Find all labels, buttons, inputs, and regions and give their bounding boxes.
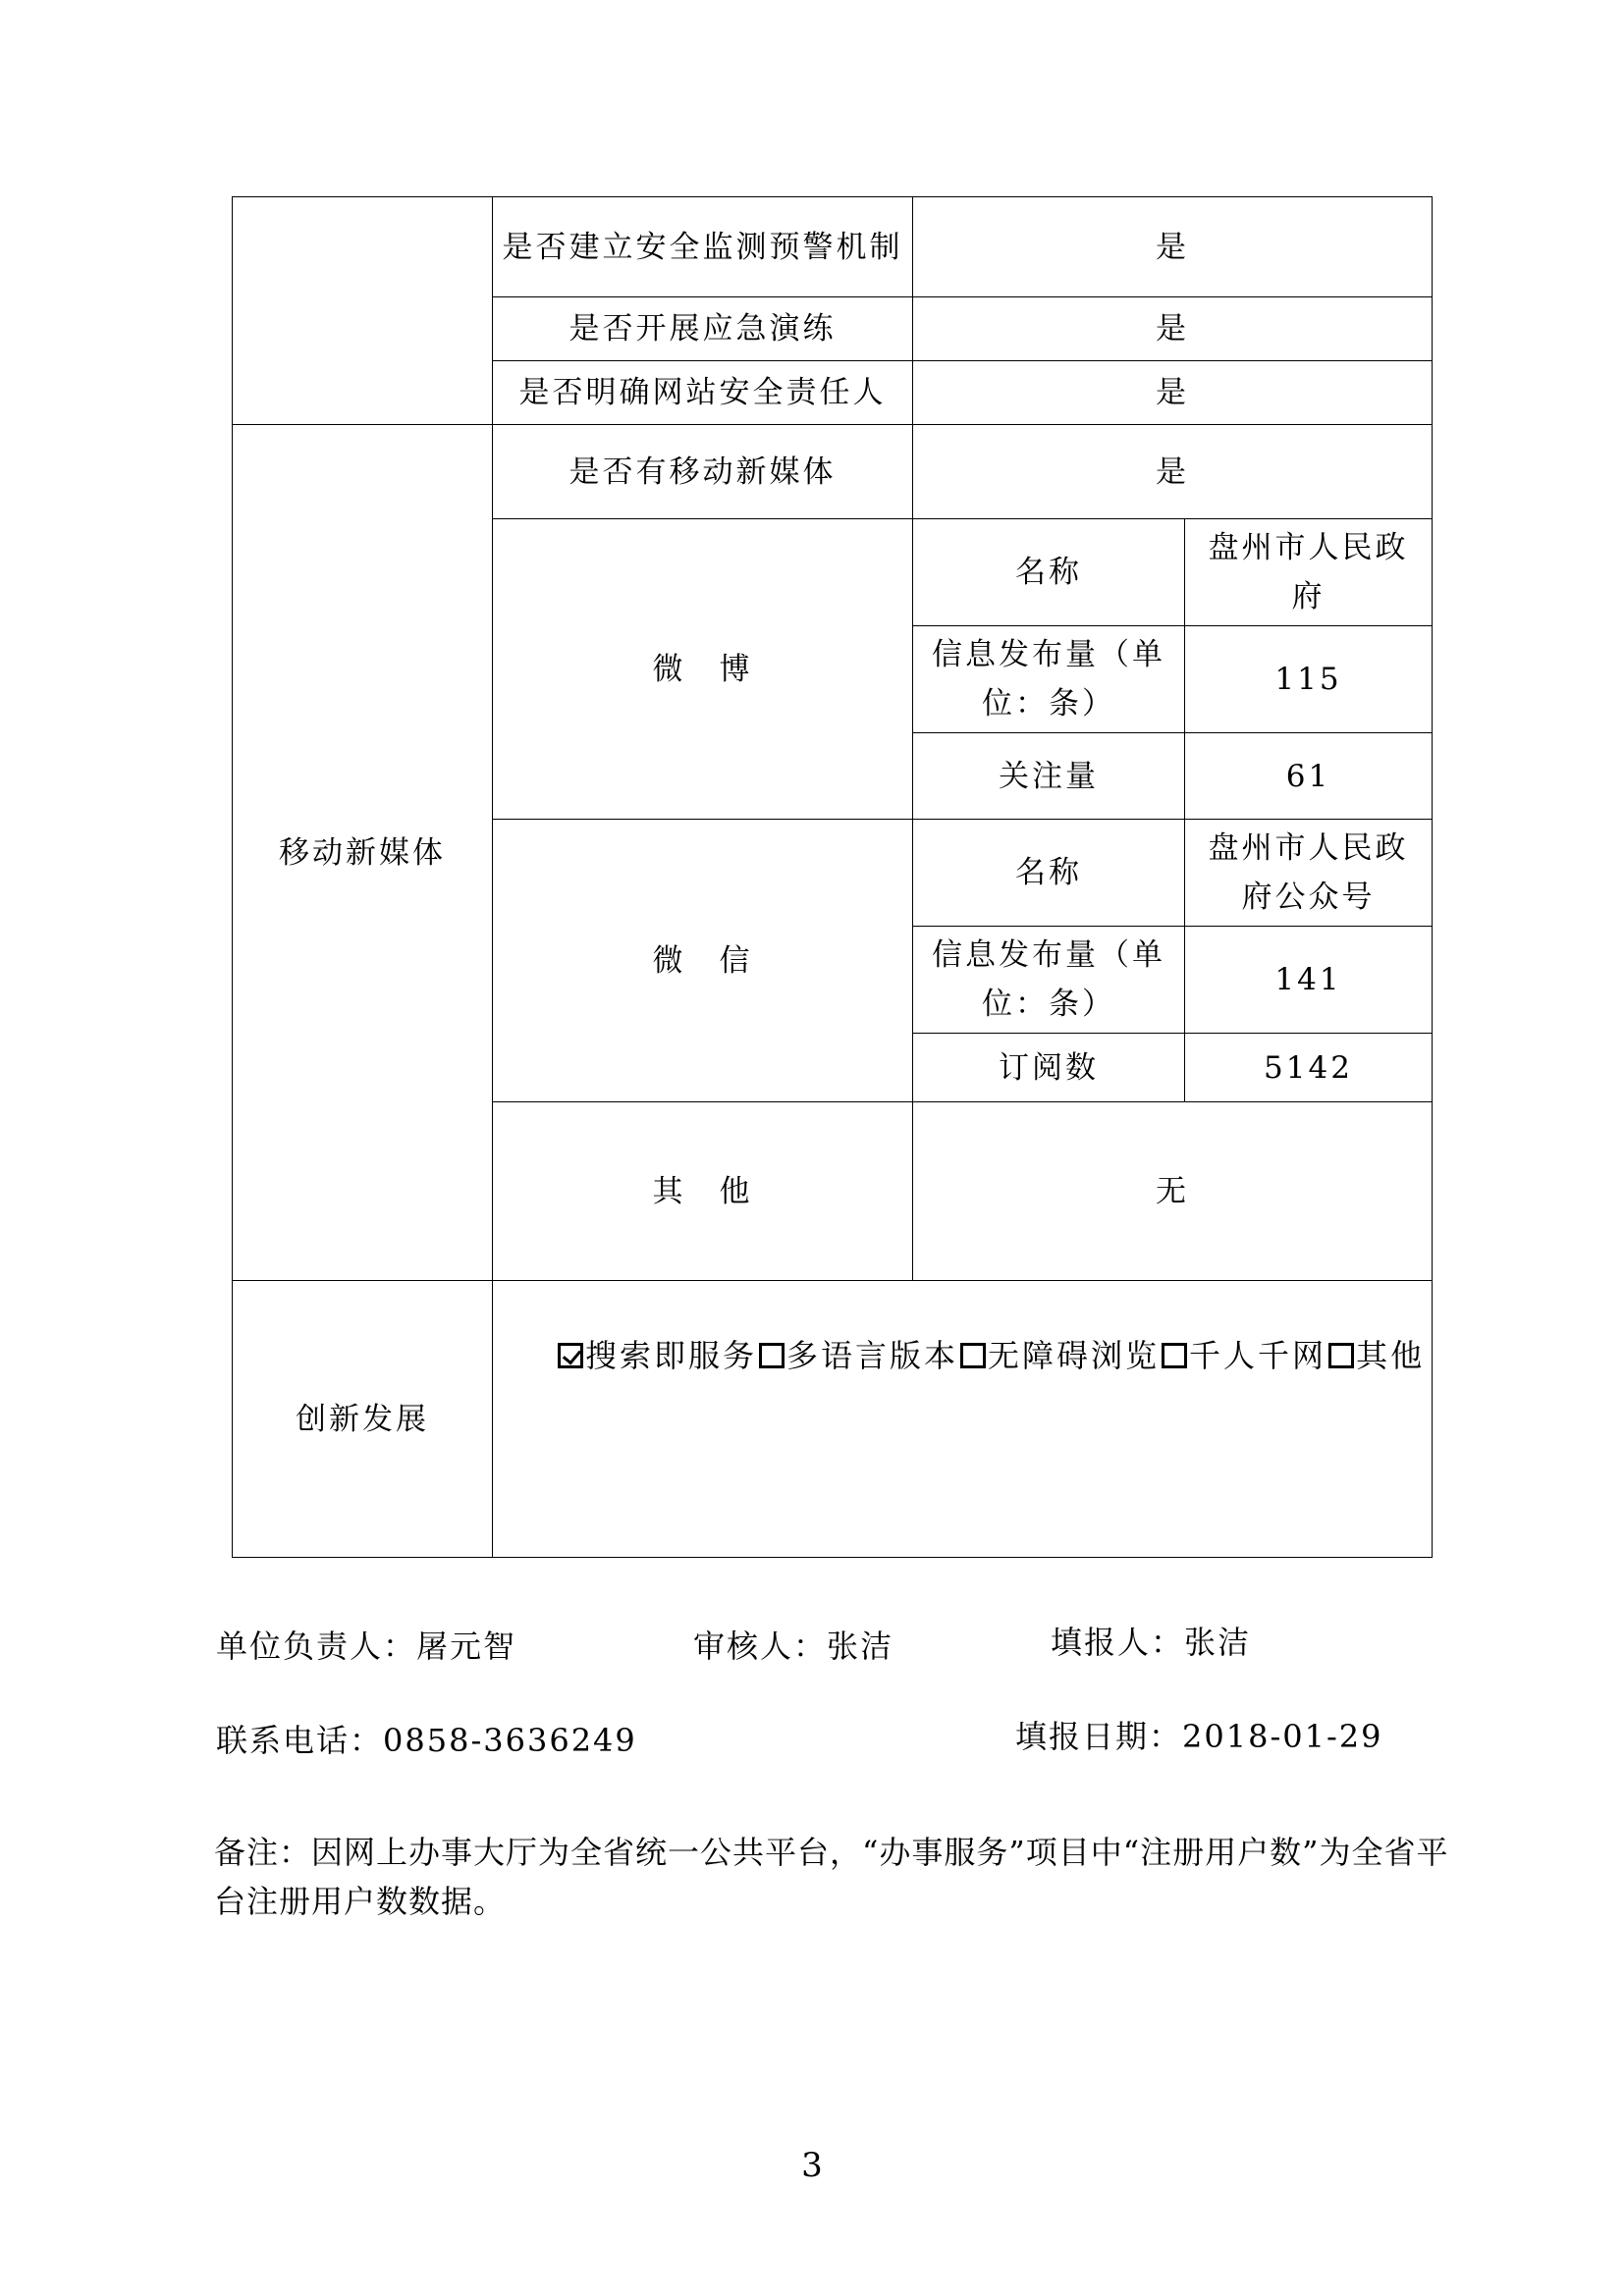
contact-phone: 联系电话：0858-3636249	[216, 1722, 637, 1759]
row-label: 是否开展应急演练	[493, 297, 913, 361]
weibo-followers-label: 关注量	[913, 733, 1185, 820]
checkbox-icon[interactable]	[960, 1343, 986, 1368]
wechat-name-value: 盘州市人民政府公众号	[1185, 820, 1433, 927]
weibo-posts-value: 115	[1185, 626, 1433, 733]
weibo-name-label: 名称	[913, 519, 1185, 626]
wechat-posts-label: 信息发布量（单位：条）	[913, 927, 1185, 1034]
row-label: 是否明确网站安全责任人	[493, 361, 913, 425]
filler: 填报人：张洁	[1051, 1624, 1252, 1661]
remark-note: 备注：因网上办事大厅为全省统一公共平台，“办事服务”项目中“注册用户数”为全省平台注册用户数数据。	[214, 1834, 1449, 1920]
row-value: 是	[913, 297, 1433, 361]
checkbox-checked-icon[interactable]	[558, 1343, 583, 1368]
row-label: 是否建立安全监测预警机制	[493, 197, 913, 297]
fill-date: 填报日期：2018-01-29	[1015, 1718, 1383, 1755]
option-personalized[interactable]: 千人千网	[1162, 1337, 1326, 1374]
wechat-name-label: 名称	[913, 820, 1185, 927]
other-label: 其 他	[493, 1102, 913, 1281]
other-value: 无	[913, 1102, 1433, 1281]
row-value: 是	[913, 197, 1433, 297]
row-label: 是否有移动新媒体	[493, 425, 913, 519]
innovation-options	[493, 1281, 1433, 1558]
category-cell-mobile: 移动新媒体	[233, 425, 493, 1281]
option-multilingual[interactable]: 多语言版本	[759, 1337, 958, 1374]
page-number: 3	[801, 2146, 823, 2185]
weibo-posts-label: 信息发布量（单位：条）	[913, 626, 1185, 733]
weibo-followers-value: 61	[1185, 733, 1433, 820]
unit-head: 单位负责人：屠元智	[216, 1628, 517, 1665]
report-table	[232, 196, 1433, 1558]
row-value: 是	[913, 425, 1433, 519]
checkbox-icon[interactable]	[1328, 1343, 1354, 1368]
weibo-name-value: 盘州市人民政府	[1185, 519, 1433, 626]
option-other[interactable]: 其他	[1328, 1337, 1425, 1374]
weibo-label: 微 博	[493, 519, 913, 820]
checkbox-icon[interactable]	[1162, 1343, 1187, 1368]
category-cell-security	[233, 197, 493, 425]
wechat-subs-value: 5142	[1185, 1034, 1433, 1102]
checkbox-icon[interactable]	[759, 1343, 785, 1368]
option-accessible[interactable]: 无障碍浏览	[960, 1337, 1160, 1374]
wechat-subs-label: 订阅数	[913, 1034, 1185, 1102]
option-search-as-service[interactable]: 搜索即服务	[558, 1337, 757, 1374]
reviewer: 审核人：张洁	[693, 1628, 894, 1665]
row-value: 是	[913, 361, 1433, 425]
category-cell-innovation: 创新发展	[233, 1281, 493, 1558]
wechat-posts-value: 141	[1185, 927, 1433, 1034]
wechat-label: 微 信	[493, 820, 913, 1102]
